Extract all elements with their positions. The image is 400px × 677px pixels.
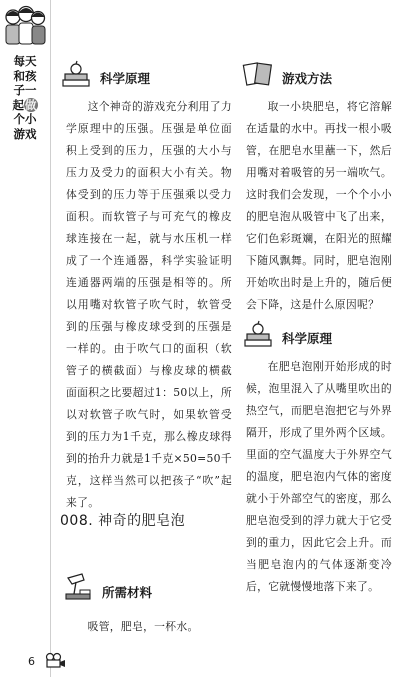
books-apple-icon [242,318,274,350]
notebooks-icon [242,58,274,90]
science-principle-heading: 科学原理 [60,58,230,92]
materials-heading: 所需材料 [62,572,232,606]
books-apple-icon [60,58,92,90]
game-method-paragraph: 取一小块肥皂，将它溶解在适量的水中。再找一根小吸管，在肥皂水里蘸一下，然后用嘴对着吸管的另一端吹气。这时我们会发现，一个个小小的肥皂泡从吸管中飞了出来，它们色彩斑斓，在阳光的照耀下随风飘舞。同时，肥皂泡刚开始吹出时是上升的，随后便会下降，这是什么原因呢？ [246,100,392,311]
sidebar [0,0,51,677]
film-camera-icon [44,652,66,668]
materials-paragraph: 吸管，肥皂，一杯水。 [87,620,199,633]
children-illustration-icon [2,4,48,46]
science-principle-heading-2: 科学原理 [242,318,392,352]
science-principle-paragraph-2: 在肥皂泡刚开始形成的时候，泡里混入了从嘴里吹出的热空气，而肥皂泡把它与外界隔开，形成了里外两个区域。里面的空气温度大于外界空气的温度，肥皂泡内气体的密度就小于外部空气的密度，那么肥皂泡受到的浮力就大于它受到的重力，因此它会上升。而当肥皂泡内的气体逐渐变冷后，它就慢慢地落下来了。 [246,360,392,593]
game-method-heading: 游戏方法 [242,58,392,92]
page-number: 6 [28,655,35,668]
entry-title: 008. 神奇的肥皂泡 [60,513,186,529]
series-title: 每天和孩子一起做个小游戏 [12,54,37,141]
series-title-highlight: 做 [25,97,37,112]
desk-lamp-icon [62,572,94,604]
science-principle-paragraph: 这个神奇的游戏充分利用了力学原理中的压强。压强是单位面积上受到的压力，压强的大小与压力及受力的面积大小有关。物体受到的压力等于压强乘以受力面积。而软管子与可充气的橡皮球连接在一起，就与水压机一样成了一个连通器，科学实验证明连通器两端的压强是相等的。所以用嘴对软管子吹气时，软管受到的压强与橡皮球受到的压强是一样的。由于吹气口的面积（软管子的横截面）与橡皮球的横截面面积之比要超过1：50以上，所以对软管子吹气时，如果软管受到的压力为1千克，那么橡皮球得到的抬升力就是1千克×50=50千克，这样当然可以把孩子“吹”起来了。 [66,100,232,509]
